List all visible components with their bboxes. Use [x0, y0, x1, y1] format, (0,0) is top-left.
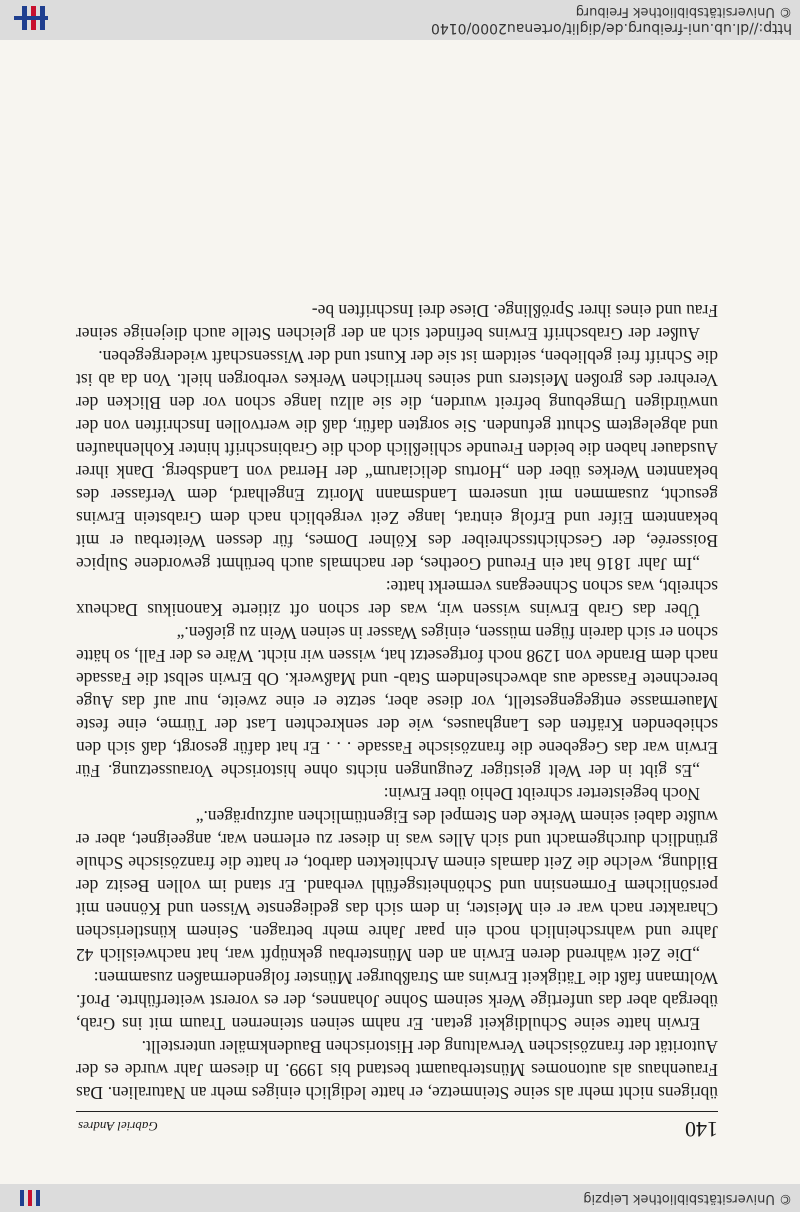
source-footer	[0, 0, 800, 40]
leipzig-copyright: © Universitätsbibliothek Leipzig	[583, 1191, 792, 1206]
page-header	[76, 1111, 718, 1142]
top-toolbar	[0, 1184, 800, 1212]
paragraph: „Im Jahr 1816 hat ein Freund Goethes, der nachmals auch berühmt gewordene Sulpice Boisserée, der Geschichtsschreiber des Kölner Domes, für dessen Weiterbau er mit bekanntem Eifer und Erfolg eintrat, lange Zeit vergeblich nach dem Grabstein Erwins gesucht, zusammen mit unserem Landsmann Moritz Engelhard, dem Verfasser des bekannten Werkes über den „Hortus deliciarum“ der Herrad von Landsberg. Dank ihrer Ausdauer haben die beiden Freunde schließlich doch die Grabinschrift hinter Kohlenhaufen und abgelegtem Schutt gefunden. Sie sorgten dafür, daß die wertvollen Inschriften von der unwürdigen Umgebung befreit wurden, die sie allzu lange schon vor den Blicken der Verehrer des großen Meisters und seines herrlichen Werkes verborgen hielt. Von da ab ist die Schrift frei geblieben, seitdem ist sie der Kunst und der Wissenschaft wiedergegeben.	[76, 347, 718, 574]
university-library-logo-icon	[14, 1188, 42, 1208]
paragraph: „Es gibt in der Welt geistiger Zeugungen nichts ohne historische Voraussetzung. Für Erwin war das Gegebene die französische Fassade . . . Er hat dafür gesorgt, daß sich den schiebenden Kräften des Langhauses, wie der senkrechten Last der Türme, eine feste Mauermasse entgegengestellt, vor diese aber, setzte er eine zweite, nur auf das Auge berechnete Fassade aus abwechselndem Stab- und Maßwerk. Ob Erwin selbst die Fassade nach dem Brande von 1298 noch fortgesetzt hat, wissen wir nicht. Wäre es der Fall, so hätte schon er sich darein fügen müssen, einiges Wasser in seinen Wein zu gießen.“	[76, 623, 718, 781]
paragraph: Noch begeisterter schreibt Dehio über Erwin:	[383, 784, 700, 804]
paragraph: übrigens nicht mehr als seine Steinmetze, er hatte lediglich einiges mehr an Naturalien. Das Frauenhaus als autonomes Münsterbauamt bestand bis 1999. In diesem Jahr wurde es der Autorität der französischen Verwaltung der Historischen Baudenkmäler unterstellt.	[76, 1037, 718, 1103]
freiburg-copyright: © Universitätsbibliothek Freiburg	[575, 4, 792, 19]
running-head-author: Gabriel Andres	[78, 1119, 158, 1134]
paragraph: Außer der Grabschrift Erwins befindet sich an der gleichen Stelle auch diejenige seiner Frau und eines ihrer Sprößlinge. Diese drei Inschriften be-	[76, 301, 718, 344]
paragraph: Erwin hatte seine Schuldigkeit getan. Er nahm seinen steinernen Traum mit ins Grab, übergab aber das unfertige Werk seinem Sohne Johannes, der es vorerst weiterführte. Prof. Woltmann faßt die Tätigkeit Erwins am Straßburger Münster folgendermaßen zusammen:	[76, 968, 718, 1034]
paragraph: „Die Zeit während deren Erwin an den Münsterbau geknüpft war, hat nachweislich 42 Jahre und wahrscheinlich noch ein paar Jahre mehr betragen. Seinem künstlerischen Charakter nach war er ein Meister, in dem sich das gediegenste Wissen und Können mit persönlichem Formensinn und Schönheitsgefühl verband. Er stand im vollen Besitz der Bildung, welche die Zeit damals einem Architekten darbot, er hatte die französische Schule gründlich durchgemacht und sich Alles was in dieser zu erlernen war, angeeignet, aber er wußte dabei seinem Werke den Stempel des Eigentümlichen aufzuprägen.“	[76, 807, 718, 965]
university-library-logo-icon	[14, 4, 48, 32]
paragraph: Über das Grab Erwins wissen wir, was der schon oft zitierte Kanonikus Dacheux schreibt, was schon Schneegans vermerkt hatte:	[76, 577, 718, 620]
page-body	[76, 299, 718, 1104]
page-number: 140	[685, 1117, 718, 1142]
source-url[interactable]: http://dl.ub.uni-freiburg.de/diglit/ortenau2000/0140	[430, 20, 792, 36]
scanned-page	[0, 40, 800, 1184]
